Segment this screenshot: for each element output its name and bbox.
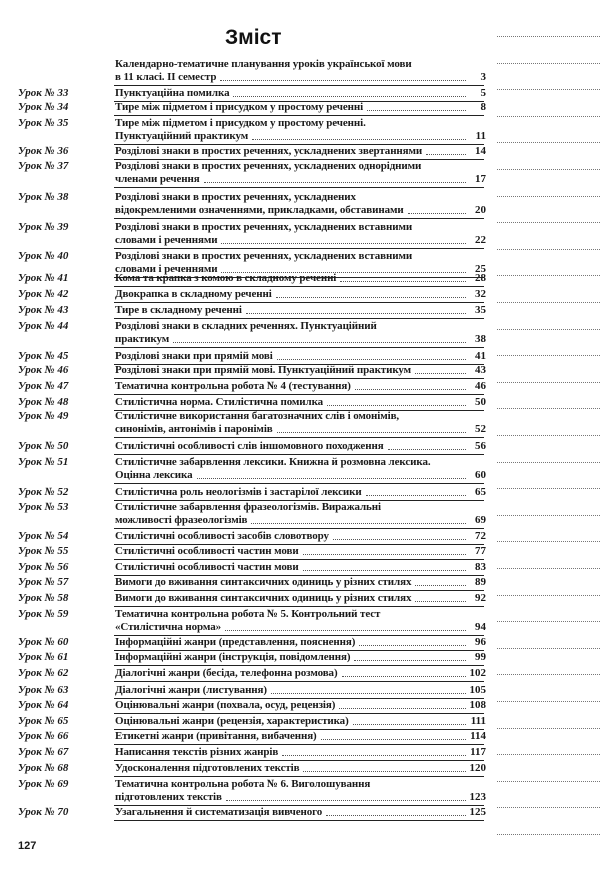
toc-entry-text-line: практикум (115, 333, 170, 345)
toc-page-number: 50 (475, 396, 486, 408)
toc-entry-text-line: членами речення (115, 173, 200, 185)
toc-entry-text-line: Оцінювальні жанри (похвала, осуд, рецензія) (115, 699, 336, 711)
toc-entry-title (115, 87, 470, 100)
toc-entry-title (115, 410, 470, 436)
toc-entry[interactable] (0, 160, 490, 186)
toc-separator (114, 744, 484, 745)
toc-page-number: 32 (475, 288, 486, 300)
toc-lesson-label: Урок № 44 (18, 320, 69, 332)
note-line (497, 621, 600, 622)
toc-lesson-label: Урок № 58 (18, 592, 69, 604)
note-line (497, 142, 600, 143)
note-line (497, 648, 600, 649)
dot-leader (204, 182, 466, 183)
toc-page-number: 72 (475, 530, 486, 542)
toc-entry[interactable] (0, 350, 490, 363)
toc-entry-text-line: Оцінна лексика (115, 469, 193, 481)
toc-entry-title (115, 699, 470, 712)
dot-leader (252, 139, 466, 140)
toc-entry-text-line: Етикетні жанри (привітання, вибачення) (115, 730, 317, 742)
toc-entry-text-line: Діалогічні жанри (бесіда, телефонна розмова) (115, 667, 338, 679)
toc-lesson-label: Урок № 40 (18, 250, 69, 262)
toc-entry[interactable] (0, 545, 490, 558)
toc-entry-text-line: Кома та крапка з комою в складному реченні (115, 272, 337, 284)
toc-lesson-label: Урок № 67 (18, 746, 69, 758)
toc-lesson-label: Урок № 54 (18, 530, 69, 542)
toc-entry-text-line: Оцінювальні жанри (рецензія, характеристика) (115, 715, 349, 727)
note-line (497, 249, 600, 250)
note-line (497, 462, 600, 463)
toc-entry[interactable] (0, 320, 490, 346)
toc-lesson-label: Урок № 56 (18, 561, 69, 573)
toc-page-number: 28 (475, 272, 486, 284)
toc-lesson-label: Урок № 38 (18, 191, 69, 203)
toc-lesson-label: Урок № 41 (18, 272, 69, 284)
dot-leader (339, 708, 466, 709)
toc-entry[interactable] (0, 221, 490, 247)
toc-separator (114, 378, 484, 379)
toc-page-number: 3 (480, 71, 486, 83)
toc-lesson-label: Урок № 34 (18, 101, 69, 113)
toc-page-number: 46 (475, 380, 486, 392)
toc-entry-text-line: словами і реченнями (115, 263, 218, 275)
dot-leader (282, 755, 466, 756)
toc-page-number: 41 (475, 350, 486, 362)
dot-leader (277, 359, 466, 360)
note-line (497, 754, 600, 755)
toc-lesson-label: Урок № 36 (18, 145, 69, 157)
toc-entry[interactable] (0, 730, 490, 743)
toc-entry-title (115, 730, 470, 743)
toc-separator (114, 318, 484, 319)
toc-entry-title (115, 160, 470, 186)
toc-page-number: 25 (475, 263, 486, 275)
toc-entry[interactable] (0, 272, 490, 285)
toc-entry-text-line: Пунктуаційна помилка (115, 87, 230, 99)
toc-page-number: 89 (475, 576, 486, 588)
toc-entry-text-line: Узагальнення й систематизація вивченого (115, 806, 323, 818)
toc-page-number: 108 (469, 699, 486, 711)
dot-leader (326, 815, 466, 816)
toc-entry-title (115, 576, 470, 589)
toc-entry[interactable] (0, 456, 490, 482)
note-line (497, 222, 600, 223)
toc-separator (114, 483, 484, 484)
toc-entry-title (115, 636, 470, 649)
toc-entry[interactable] (0, 87, 490, 100)
dot-leader (271, 693, 466, 694)
toc-lesson-label: Урок № 33 (18, 87, 69, 99)
dot-leader (303, 771, 466, 772)
toc-entry-text-line: Тематична контрольна робота № 5. Контрольний тест (115, 608, 381, 620)
toc-entry-title (115, 486, 470, 499)
note-line (497, 275, 600, 276)
toc-entry-title (115, 440, 470, 453)
toc-page-number: 52 (475, 423, 486, 435)
toc-entry-text-line: Розділові знаки в простих реченнях, ускладнених вставними (115, 221, 413, 233)
toc-lesson-label: Урок № 48 (18, 396, 69, 408)
toc-entry-title (115, 364, 470, 377)
toc-separator (114, 528, 484, 529)
toc-entry-text-line: Написання текстів різних жанрів (115, 746, 279, 758)
note-line (497, 807, 600, 808)
dot-leader (197, 478, 467, 479)
toc-entry-title (115, 684, 470, 697)
toc-entry-text-line: Тире в складному реченні (115, 304, 242, 316)
page-number: 127 (18, 840, 37, 852)
note-line (497, 674, 600, 675)
toc-entry[interactable] (0, 364, 490, 377)
toc-entry[interactable] (0, 684, 490, 697)
toc-entry-title (115, 117, 470, 143)
dot-leader (327, 405, 466, 406)
toc-entry-text-line: Стилістичне забарвлення лексики. Книжна й розмовна лексика. (115, 456, 431, 468)
toc-entry-text-line: Тире між підметом і присудком у простому реченні (115, 101, 364, 113)
toc-entry-text-line: можливості фразеологізмів (115, 514, 248, 526)
note-line (497, 382, 600, 383)
toc-entry-title (115, 191, 470, 217)
toc-lesson-label: Урок № 37 (18, 160, 69, 172)
notes-column (497, 0, 600, 869)
toc-entry[interactable] (0, 806, 490, 819)
toc-page-number: 99 (475, 651, 486, 663)
toc-page-number: 8 (480, 101, 486, 113)
toc-entry-title (115, 806, 470, 819)
toc-entry-text-line: Стилістичні особливості частин мови (115, 545, 299, 557)
toc-separator (114, 394, 484, 395)
toc-page-number: 105 (469, 684, 486, 696)
toc-page-number: 43 (475, 364, 486, 376)
note-line (497, 541, 600, 542)
toc-entry-text-line: Календарно-тематичне планування уроків української мови (115, 58, 412, 70)
toc-entry-text-line: Інформаційні жанри (представлення, пояснення) (115, 636, 356, 648)
toc-page-number: 14 (475, 145, 486, 157)
toc-entry-text-line: Діалогічні жанри (листування) (115, 684, 267, 696)
toc-separator (114, 187, 484, 188)
toc-entry[interactable] (0, 380, 490, 393)
toc-entry-title (115, 320, 470, 346)
toc-lesson-label: Урок № 39 (18, 221, 69, 233)
toc-page-number: 35 (475, 304, 486, 316)
dot-leader (233, 96, 466, 97)
toc-entry-text-line: Стилістичні особливості слів іншомовного походження (115, 440, 384, 452)
toc-page-number: 22 (475, 234, 486, 246)
toc-entry-title (115, 272, 470, 285)
page-title: Зміст (225, 26, 282, 49)
toc-page-number: 11 (475, 130, 486, 142)
toc-entry-text-line: Розділові знаки при прямій мові. Пунктуаційний практикум (115, 364, 412, 376)
toc-separator (114, 454, 484, 455)
toc-entry-text-line: Тире між підметом і присудком у простому реченні. (115, 117, 366, 129)
toc-entry-text-line: Двокрапка в складному реченні (115, 288, 272, 300)
toc-entry-title (115, 145, 470, 158)
toc-separator (114, 713, 484, 714)
toc-entry[interactable] (0, 101, 490, 114)
toc-entry-title (115, 396, 470, 409)
toc-entry-text-line: відокремленими означеннями, прикладками, обставинами (115, 204, 404, 216)
toc-separator (114, 760, 484, 761)
note-line (497, 169, 600, 170)
toc-entry-title (115, 762, 470, 775)
toc-separator (114, 115, 484, 116)
toc-entry-text-line: Тематична контрольна робота № 4 (тестування) (115, 380, 351, 392)
toc-entry[interactable] (0, 410, 490, 436)
toc-entry-text-line: Розділові знаки в простих реченнях, ускладнених вставними (115, 250, 413, 262)
toc-lesson-label: Урок № 64 (18, 699, 69, 711)
toc-entry-title (115, 778, 470, 804)
toc-entry[interactable] (0, 501, 490, 527)
toc-entry[interactable] (0, 576, 490, 589)
toc-entry-title (115, 651, 470, 664)
toc-separator (114, 437, 484, 438)
toc-entry[interactable] (0, 530, 490, 543)
toc-page-number: 96 (475, 636, 486, 648)
toc-entry-title (115, 608, 470, 634)
note-line (497, 834, 600, 835)
toc-separator (114, 776, 484, 777)
toc-lesson-label: Урок № 59 (18, 608, 69, 620)
toc-lesson-label: Урок № 53 (18, 501, 69, 513)
toc-page-number: 56 (475, 440, 486, 452)
toc-page-number: 94 (475, 621, 486, 633)
toc-page-number: 38 (475, 333, 486, 345)
toc-entry-text-line: Розділові знаки в складних реченнях. Пунктуаційний (115, 320, 377, 332)
toc-page-number: 114 (470, 730, 486, 742)
toc-entry-text-line: Пунктуаційний практикум (115, 130, 249, 142)
toc-entry-text-line: «Стилістична норма» (115, 621, 221, 633)
toc-entry[interactable] (0, 304, 490, 317)
toc-lesson-label: Урок № 49 (18, 410, 69, 422)
dot-leader (246, 313, 466, 314)
toc-entry[interactable] (0, 667, 490, 680)
note-line (497, 701, 600, 702)
toc-lesson-label: Урок № 35 (18, 117, 69, 129)
toc-entry-title (115, 545, 470, 558)
toc-page-number: 65 (475, 486, 486, 498)
toc-lesson-label: Урок № 65 (18, 715, 69, 727)
note-line (497, 435, 600, 436)
toc-entry[interactable] (0, 651, 490, 664)
toc-entry[interactable] (0, 699, 490, 712)
dot-leader (277, 432, 466, 433)
toc-separator (114, 559, 484, 560)
note-line (497, 595, 600, 596)
toc-entry-title (115, 501, 470, 527)
toc-entry-title (115, 288, 470, 301)
toc-entry-text-line: Стилістична норма. Стилістична помилка (115, 396, 324, 408)
toc-separator (114, 286, 484, 287)
toc-lesson-label: Урок № 66 (18, 730, 69, 742)
toc-lesson-label: Урок № 68 (18, 762, 69, 774)
toc-entry-text-line: Стилістична роль неологізмів і застарілої лексики (115, 486, 362, 498)
toc-page-number: 69 (475, 514, 486, 526)
toc-entry-text-line: Розділові знаки в простих реченнях, ускладнених однорідними (115, 160, 422, 172)
dot-leader (303, 570, 466, 571)
dot-leader (251, 523, 466, 524)
toc-entry-title (115, 221, 470, 247)
toc-separator (114, 606, 484, 607)
toc-entry-text-line: Розділові знаки при прямій мові (115, 350, 273, 362)
toc-entry-title (115, 456, 470, 482)
note-line (497, 488, 600, 489)
toc-lesson-label: Урок № 43 (18, 304, 69, 316)
toc-entry-text-line: Вимоги до вживання синтаксичних одиниць у різних стилях (115, 592, 412, 604)
toc-page-number: 5 (480, 87, 486, 99)
toc-separator (114, 590, 484, 591)
note-line (497, 329, 600, 330)
toc-entry[interactable] (0, 191, 490, 217)
toc-entry-title (115, 561, 470, 574)
toc-lesson-label: Урок № 50 (18, 440, 69, 452)
toc-entry-text-line: Тематична контрольна робота № 6. Виголошування (115, 778, 371, 790)
toc-entry-text-line: Стилістичні особливості засобів словотвору (115, 530, 329, 542)
toc-entry[interactable] (0, 608, 490, 634)
dot-leader (303, 554, 466, 555)
note-line (497, 355, 600, 356)
toc-entry-title (115, 58, 470, 84)
toc-entry-title (115, 530, 470, 543)
toc-entry-text-line: підготовлених текстів (115, 791, 222, 803)
note-line (497, 515, 600, 516)
toc-page-number: 17 (475, 173, 486, 185)
toc-separator (114, 218, 484, 219)
dot-leader (173, 342, 466, 343)
toc-entry[interactable] (0, 715, 490, 728)
toc-separator (114, 681, 484, 682)
dot-leader (276, 297, 466, 298)
note-line (497, 408, 600, 409)
toc-entry-text-line: Стилістичні особливості частин мови (115, 561, 299, 573)
toc-entry[interactable] (0, 486, 490, 499)
note-line (497, 89, 600, 90)
note-line (497, 36, 600, 37)
dot-leader (333, 539, 466, 540)
toc-separator (114, 85, 484, 86)
toc-entry-title (115, 304, 470, 317)
toc-separator (114, 347, 484, 348)
toc-entry-title (115, 746, 470, 759)
toc-entry-title (115, 592, 470, 605)
toc-entry-text-line: Розділові знаки в простих реченнях, ускладнених (115, 191, 356, 203)
toc-entry[interactable] (0, 288, 490, 301)
toc-lesson-label: Урок № 55 (18, 545, 69, 557)
note-line (497, 568, 600, 569)
toc-page-number: 111 (470, 715, 486, 727)
toc-entry-text-line: Стилістичне використання багатозначних слів і омонімів, (115, 410, 400, 422)
toc-page-number: 83 (475, 561, 486, 573)
dot-leader (321, 739, 466, 740)
note-line (497, 63, 600, 64)
toc-page-number: 60 (475, 469, 486, 481)
toc-separator (114, 302, 484, 303)
toc-entry-text-line: Стилістичне забарвлення фразеологізмів. Виражальні (115, 501, 381, 513)
dot-leader (220, 80, 466, 81)
toc-entry[interactable] (0, 746, 490, 759)
toc-page-number: 123 (469, 791, 486, 803)
toc-entry[interactable] (0, 762, 490, 775)
toc-entry-text-line: Розділові знаки в простих реченнях, ускладнених звертаннями (115, 145, 423, 157)
dot-leader (226, 800, 466, 801)
toc-entry-title (115, 380, 470, 393)
dot-leader (221, 243, 466, 244)
toc-entry-text-line: синонімів, антонімів і паронімів (115, 423, 273, 435)
toc-page-number: 102 (469, 667, 486, 679)
toc-separator (114, 820, 484, 821)
toc-entry[interactable] (0, 592, 490, 605)
toc-entry[interactable] (0, 561, 490, 574)
toc-page-number: 20 (475, 204, 486, 216)
toc-lesson-label: Урок № 69 (18, 778, 69, 790)
toc-entry[interactable] (0, 778, 490, 804)
note-line (497, 728, 600, 729)
toc-entry[interactable] (0, 117, 490, 143)
toc-entry[interactable] (0, 396, 490, 409)
toc-lesson-label: Урок № 57 (18, 576, 69, 588)
toc-separator (114, 248, 484, 249)
toc-lesson-label: Урок № 62 (18, 667, 69, 679)
toc-entry-text-line: Вимоги до вживання синтаксичних одиниць у різних стилях (115, 576, 412, 588)
toc-entry-text-line: Інформаційні жанри (інструкція, повідомлення) (115, 651, 351, 663)
toc-lesson-label: Урок № 52 (18, 486, 69, 498)
toc-page-number: 117 (470, 746, 486, 758)
toc-entry[interactable] (0, 440, 490, 453)
toc-lesson-label: Урок № 60 (18, 636, 69, 648)
toc-lesson-label: Урок № 46 (18, 364, 69, 376)
toc-entry-text-line: словами і реченнями (115, 234, 218, 246)
toc-lesson-label: Урок № 42 (18, 288, 69, 300)
dot-leader (225, 630, 466, 631)
toc-entry-title (115, 715, 470, 728)
toc-page-number: 120 (469, 762, 486, 774)
toc-page-number: 92 (475, 592, 486, 604)
toc-entry-title (115, 101, 470, 114)
toc-page-number: 125 (469, 806, 486, 818)
note-line (497, 116, 600, 117)
toc-lesson-label: Урок № 51 (18, 456, 69, 468)
toc-lesson-label: Урок № 47 (18, 380, 69, 392)
toc-separator (114, 665, 484, 666)
note-line (497, 302, 600, 303)
note-line (497, 781, 600, 782)
toc-page-number: 77 (475, 545, 486, 557)
toc-entry[interactable] (0, 145, 490, 158)
toc-entry-text-line: Удосконалення підготовлених текстів (115, 762, 300, 774)
toc-lesson-label: Урок № 45 (18, 350, 69, 362)
toc-entry-title (115, 667, 470, 680)
toc-entry[interactable] (0, 58, 490, 84)
toc-lesson-label: Урок № 63 (18, 684, 69, 696)
toc-entry-text-line: в 11 класі. II семестр (115, 71, 217, 83)
note-line (497, 196, 600, 197)
toc-lesson-label: Урок № 61 (18, 651, 69, 663)
toc-entry-title (115, 350, 470, 363)
toc-entry[interactable] (0, 636, 490, 649)
toc-lesson-label: Урок № 70 (18, 806, 69, 818)
